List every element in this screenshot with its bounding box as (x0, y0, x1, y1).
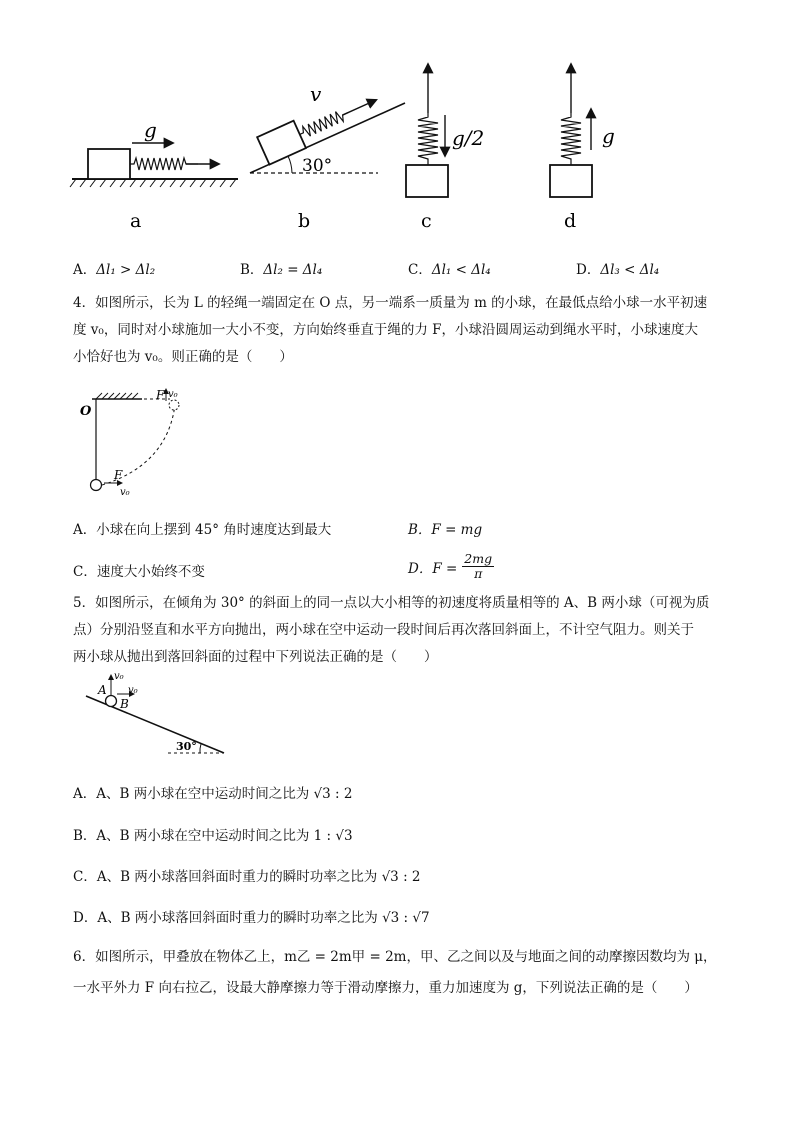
spring-d (561, 113, 581, 165)
block-d (550, 165, 592, 197)
q4-label-F-bottom: F (114, 468, 123, 482)
q3-option-d[interactable] (576, 258, 659, 278)
q5-stem-line1: 5．如图所示，在倾角为 30° 的斜面上的同一点以大小相等的初速度将质量相等的 A、B 两小球（可视为质 (73, 595, 710, 611)
q4-figure (72, 385, 207, 500)
label-b: b (298, 210, 311, 232)
accel-label-c: g/2 (452, 126, 485, 150)
label-d: d (564, 210, 577, 232)
q5-option-c[interactable]: C．A、B 两小球落回斜面时重力的瞬时功率之比为 √3 : 2 (73, 869, 421, 885)
q4-option-b[interactable]: B．F = mg (408, 522, 483, 538)
q4-option-d-fraction (462, 552, 494, 581)
q3-option-c[interactable] (408, 258, 491, 278)
label-c: c (421, 210, 432, 232)
q4-option-d-prefix: D．F = (408, 560, 458, 577)
q4-option-a[interactable]: A．小球在向上摆到 45° 角时速度达到最大 (73, 522, 332, 538)
q3-option-b-letter: B． (240, 262, 264, 278)
angle-label-b: 30° (302, 156, 333, 176)
q3-option-d-expr: Δl₃ < Δl₄ (600, 262, 660, 278)
q5-option-d[interactable]: D．A、B 两小球落回斜面时重力的瞬时功率之比为 √3 : √7 (73, 910, 430, 926)
q4-stem-line1: 4．如图所示，长为 L 的轻绳一端固定在 O 点，另一端系一质量为 m 的小球，在最低点给小球一水平初速 (73, 295, 708, 311)
q5-option-b[interactable]: B．A、B 两小球在空中运动时间之比为 1 : √3 (73, 828, 353, 844)
q4-label-F-top: F (156, 388, 165, 402)
q5-label-A: A (98, 683, 107, 697)
label-a: a (130, 210, 142, 232)
q4-option-d-denominator: π (474, 566, 483, 581)
q4-stem-line2: 度 v₀，同时对小球施加一大小不变，方向始终垂直于绳的力 F，小球沿圆周运动到绳水平时，小球速度大 (73, 322, 698, 338)
q5-angle-label: 30° (176, 740, 197, 753)
q5-figure (78, 668, 233, 760)
accel-label-a: g (144, 118, 157, 142)
q4-label-O: O (80, 404, 92, 419)
q4-option-d[interactable] (408, 552, 494, 581)
q3-option-b-expr: Δl₂ = Δl₄ (263, 262, 323, 278)
figure-spring-cases (60, 55, 660, 240)
q5-ball (106, 696, 117, 707)
q4-stem-line3: 小恰好也为 v₀。则正确的是（ ） (73, 349, 293, 365)
q6-stem-line1: 6．如图所示，甲叠放在物体乙上，m乙 = 2m甲 = 2m，甲、乙之间以及与地面之间的动摩擦因数均为 μ， (73, 949, 717, 965)
q5-label-v0-up: v₀ (114, 671, 124, 682)
q3-option-a-letter: A． (73, 262, 97, 278)
block-a (88, 149, 130, 179)
figure-c (406, 65, 484, 232)
figure-a (70, 118, 238, 232)
q3-option-d-letter: D． (576, 262, 601, 278)
q3-option-c-letter: C． (408, 262, 432, 278)
spring-b (297, 107, 350, 140)
q3-option-c-expr: Δl₁ < Δl₄ (431, 262, 491, 278)
block-b (257, 121, 306, 165)
q3-option-b[interactable] (240, 258, 322, 278)
q4-option-c[interactable]: C．速度大小始终不变 (73, 564, 205, 580)
q5-stem-line3: 两小球从抛出到落回斜面的过程中下列说法正确的是（ ） (73, 649, 438, 665)
figure-d (550, 65, 615, 232)
q4-option-d-numerator: 2mg (464, 551, 493, 566)
q4-ball-bottom (91, 480, 102, 491)
block-c (406, 165, 448, 197)
q5-label-B: B (120, 697, 129, 711)
velocity-label-b: v (310, 82, 322, 106)
q5-label-v0-right: v₀ (128, 685, 138, 696)
q5-stem-line2: 点）分别沿竖直和水平方向抛出，两小球在空中运动一段时间后再次落回斜面上，不计空气阻力。则关于 (73, 622, 694, 638)
q4-label-v0-bottom: v₀ (120, 487, 130, 498)
q3-option-a[interactable] (73, 258, 155, 278)
spring-c (418, 113, 438, 165)
q5-option-a[interactable]: A．A、B 两小球在空中运动时间之比为 √3 : 2 (73, 786, 353, 802)
q3-option-a-expr: Δl₁ > Δl₂ (96, 262, 156, 278)
q6-stem-line2: 一水平外力 F 向右拉乙，设最大静摩擦力等于滑动摩擦力，重力加速度为 g，下列说法正确的是（ ） (73, 980, 698, 996)
q4-ball-top (169, 400, 179, 410)
figure-b (250, 82, 405, 232)
q4-label-v0-top: v₀ (168, 389, 178, 400)
accel-label-d: g (602, 124, 615, 148)
